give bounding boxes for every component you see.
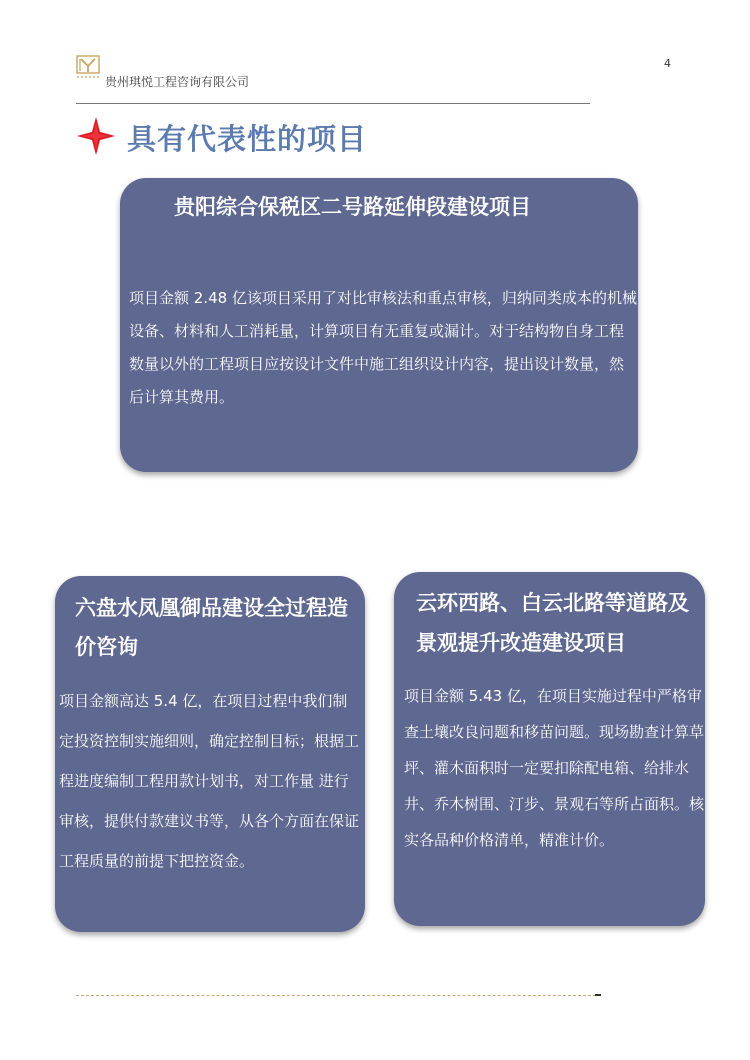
section-title: 具有代表性的项目	[127, 122, 368, 156]
project-card-yunhuan	[394, 572, 705, 926]
project-card-guiyang	[120, 178, 638, 472]
project-title: 贵阳综合保税区二号路延伸段建设项目	[174, 195, 531, 219]
company-logo-icon	[76, 55, 102, 79]
project-title: 六盘水凤凰御品建设全过程造价咨询	[75, 596, 348, 659]
project-description: 项目金额 2.48 亿该项目采用了对比审核法和重点审核，归纳同类成本的机械设备、材料和人工消耗量，计算项目有无重复或漏计。对于结构物自身工程数量以外的工程项目应按设计文件中施工组织设计内容，提出设计数量，然后计算其费用。	[129, 289, 637, 406]
project-card-liupanshui	[55, 576, 365, 932]
project-description: 项目金额 5.43 亿，在项目实施过程中严格审查土壤改良问题和移苗问题。现场勘查计算草坪、灌木面积时一定要扣除配电箱、给排水井、乔木树围、汀步、景观石等所占面积。核实各品种价格清单，精准计价。	[404, 687, 705, 849]
project-description: 项目金额高达 5.4 亿，在项目过程中我们制定投资控制实施细则，确定控制目标；根据工程进度编制工程用款计划书，对工作量 进行审核，提供付款建议书等，从各个方面在保证工程质量的前提下把控资金。	[59, 692, 360, 870]
company-name: 贵州琪悦工程咨询有限公司	[105, 75, 250, 89]
footer-divider	[76, 995, 596, 996]
project-title: 云环西路、白云北路等道路及景观提升改造建设项目	[416, 591, 689, 655]
footer-marker	[595, 994, 601, 996]
red-star-icon	[76, 116, 116, 156]
header-divider	[76, 103, 590, 104]
page-number: 4	[664, 57, 671, 70]
